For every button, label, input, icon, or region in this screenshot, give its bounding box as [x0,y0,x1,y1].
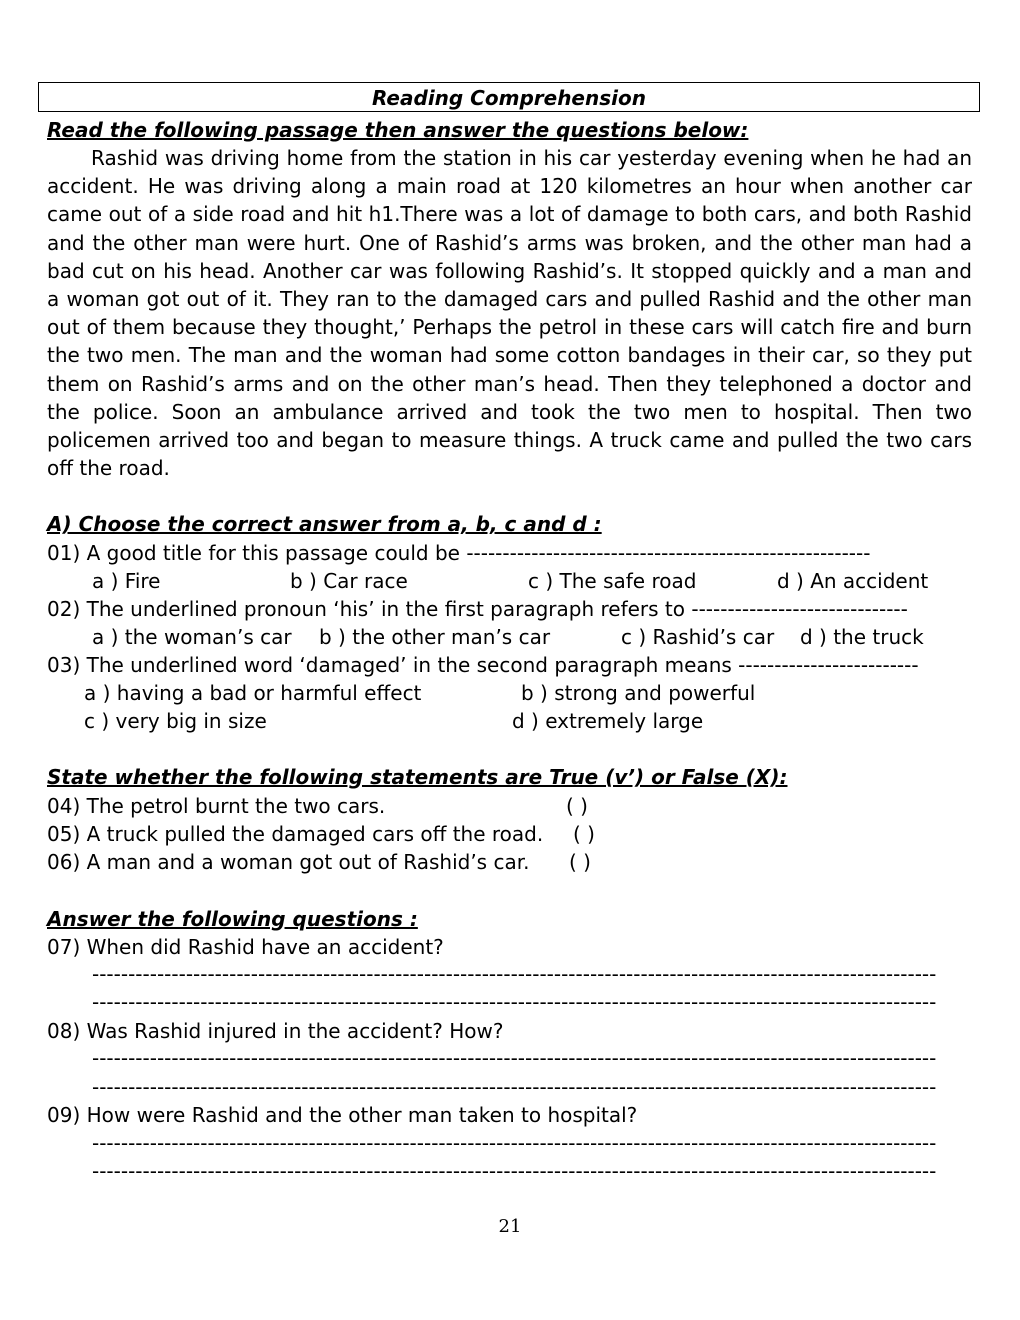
statement-4-bracket: ( ) [566,794,588,818]
question-7: 07) When did Rashid have an accident? [47,935,444,959]
question-3: 03) The underlined word ‘damaged’ in the second paragraph means ------------------------- [47,653,919,677]
answer-line: --------------------------------------------------------------------------------------------------------------------- [92,1159,937,1183]
q1-option-b: b ) Car race [290,569,408,593]
q3-option-b: b ) strong and powerful [521,681,756,705]
q2-option-b: b ) the other man’s car [319,625,551,649]
statement-4: 04) The petrol burnt the two cars. [47,794,386,818]
answer-line: --------------------------------------------------------------------------------------------------------------------- [92,1046,937,1070]
reading-passage: Rashid was driving home from the station in his car yesterday evening when he had an accident. He was driving along a main road at 120 kilometres an hour when another car came out of a side road and hit h1.There was a lot of damage to both cars, and both Rashid and the other man were hurt. One of Rashid’s arms was broken, and the other man had a bad cut on his head. Another car was following Rashid’s. It stopped quickly and a man and a woman got out of it. They ran to the damaged cars and pulled Rashid and the other man out of them because they thought,’ Perhaps the petrol in these cars will catch fire and burn the two men. The man and the woman had some cotton bandages in their car, so they put them on Rashid’s arms and on the other man’s head. Then they telephoned a doctor and the police. Soon an ambulance arrived and took the two men to hospital. Then two policemen arrived too and began to measure things. A truck came and pulled the two cars off the road. [47,146,972,481]
question-8: 08) Was Rashid injured in the accident? How? [47,1019,504,1043]
answer-line: --------------------------------------------------------------------------------------------------------------------- [92,1131,937,1155]
instruction-heading: Read the following passage then answer the questions below: [47,118,749,142]
q3-option-c: c ) very big in size [84,709,267,733]
section-c-heading: Answer the following questions : [47,907,418,931]
page-number: 21 [498,1216,522,1237]
q2-option-a: a ) the woman’s car [92,625,292,649]
q1-option-d: d ) An accident [777,569,929,593]
q1-option-c: c ) The safe road [528,569,697,593]
page-title: Reading Comprehension [38,82,980,112]
q3-option-a: a ) having a bad or harmful effect [84,681,422,705]
answer-line: --------------------------------------------------------------------------------------------------------------------- [92,990,937,1014]
statement-5-bracket: ( ) [573,822,595,846]
answer-line: --------------------------------------------------------------------------------------------------------------------- [92,962,937,986]
question-2: 02) The underlined pronoun ‘his’ in the first paragraph refers to ------------------------------ [47,597,908,621]
statement-6: 06) A man and a woman got out of Rashid’s car. [47,850,530,874]
answer-line: --------------------------------------------------------------------------------------------------------------------- [92,1075,937,1099]
section-b-heading: State whether the following statements are True (v’) or False (X): [47,765,788,789]
q3-option-d: d ) extremely large [512,709,704,733]
q2-option-d: d ) the truck [800,625,924,649]
statement-6-bracket: ( ) [569,850,591,874]
section-a-heading: A) Choose the correct answer from a, b, c and d : [47,512,602,536]
q2-option-c: c ) Rashid’s car [621,625,775,649]
q1-option-a: a ) Fire [92,569,161,593]
question-1: 01) A good title for this passage could be -------------------------------------------------------- [47,541,871,565]
statement-5: 05) A truck pulled the damaged cars off the road. [47,822,544,846]
question-9: 09) How were Rashid and the other man taken to hospital? [47,1103,638,1127]
